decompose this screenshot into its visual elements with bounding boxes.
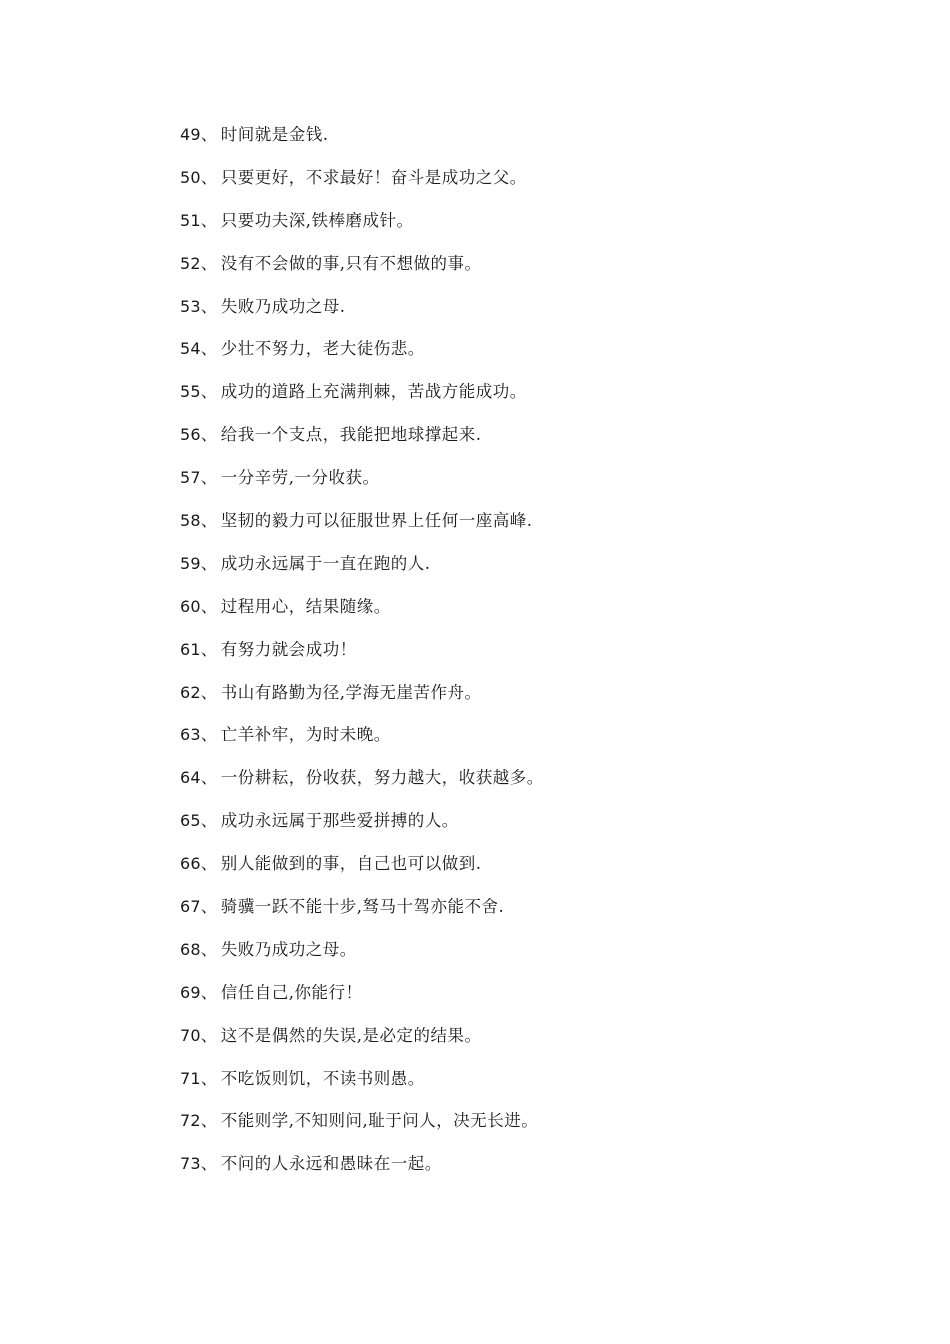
list-item bbox=[180, 209, 544, 252]
quote-list bbox=[180, 123, 544, 1195]
list-item bbox=[180, 809, 544, 852]
list-item bbox=[180, 723, 544, 766]
item-separator: 、 bbox=[200, 596, 218, 616]
list-item bbox=[180, 166, 544, 209]
list-item bbox=[180, 1152, 544, 1195]
item-number: 51 bbox=[180, 210, 201, 230]
item-number: 71 bbox=[180, 1068, 201, 1088]
item-text: 不能则学,不知则问,耻于问人，决无长进。 bbox=[220, 1111, 539, 1131]
item-number: 68 bbox=[180, 939, 201, 959]
item-separator: 、 bbox=[200, 982, 218, 1002]
item-number: 57 bbox=[180, 468, 201, 488]
item-separator: 、 bbox=[200, 725, 218, 745]
list-item bbox=[180, 895, 544, 938]
list-item bbox=[180, 466, 544, 509]
item-separator: 、 bbox=[200, 897, 218, 917]
item-text: 成功永远属于那些爱拼搏的人。 bbox=[220, 811, 459, 831]
item-separator: 、 bbox=[200, 639, 218, 659]
item-text: 一份耕耘，份收获，努力越大，收获越多。 bbox=[220, 768, 544, 788]
item-number: 53 bbox=[180, 296, 201, 316]
item-text: 只要更好，不求最好！奋斗是成功之父。 bbox=[220, 167, 527, 187]
item-separator: 、 bbox=[200, 553, 218, 573]
item-number: 59 bbox=[180, 553, 201, 573]
item-text: 骑骥一跃不能十步,驽马十驾亦能不舍. bbox=[220, 897, 505, 917]
item-separator: 、 bbox=[200, 296, 218, 316]
item-number: 54 bbox=[180, 339, 201, 359]
item-number: 55 bbox=[180, 382, 201, 402]
item-text: 成功永远属于一直在跑的人. bbox=[220, 553, 431, 573]
item-text: 这不是偶然的失误,是必定的结果。 bbox=[220, 1025, 482, 1045]
item-text: 别人能做到的事，自己也可以做到. bbox=[220, 854, 482, 874]
item-separator: 、 bbox=[200, 1154, 218, 1174]
item-text: 成功的道路上充满荆棘，苦战方能成功。 bbox=[220, 382, 527, 402]
item-separator: 、 bbox=[200, 253, 218, 273]
item-separator: 、 bbox=[200, 1068, 218, 1088]
item-text: 时间就是金钱. bbox=[220, 125, 329, 144]
item-text: 信任自己,你能行！ bbox=[220, 982, 363, 1002]
list-item bbox=[180, 552, 544, 595]
item-text: 坚韧的毅力可以征服世界上任何一座高峰. bbox=[220, 511, 533, 531]
item-text: 失败乃成功之母。 bbox=[220, 939, 357, 959]
item-text: 亡羊补牢，为时未晚。 bbox=[220, 725, 391, 745]
list-item bbox=[180, 337, 544, 380]
item-text: 不吃饭则饥，不读书则愚。 bbox=[220, 1068, 425, 1088]
item-separator: 、 bbox=[200, 339, 218, 359]
item-text: 书山有路勤为径,学海无崖苦作舟。 bbox=[220, 682, 482, 702]
item-separator: 、 bbox=[200, 854, 218, 874]
item-separator: 、 bbox=[200, 468, 218, 488]
item-separator: 、 bbox=[200, 1025, 218, 1045]
item-text: 只要功夫深,铁棒磨成针。 bbox=[220, 210, 414, 230]
item-number: 72 bbox=[180, 1111, 201, 1131]
item-number: 66 bbox=[180, 854, 201, 874]
item-separator: 、 bbox=[200, 125, 218, 144]
item-number: 65 bbox=[180, 811, 201, 831]
item-separator: 、 bbox=[200, 939, 218, 959]
item-text: 不问的人永远和愚昧在一起。 bbox=[220, 1154, 442, 1174]
list-item bbox=[180, 380, 544, 423]
item-number: 49 bbox=[180, 125, 201, 144]
item-number: 67 bbox=[180, 897, 201, 917]
item-text: 有努力就会成功！ bbox=[220, 639, 357, 659]
list-item bbox=[180, 509, 544, 552]
list-item bbox=[180, 766, 544, 809]
list-item bbox=[180, 595, 544, 638]
item-separator: 、 bbox=[200, 768, 218, 788]
item-number: 62 bbox=[180, 682, 201, 702]
item-text: 给我一个支点，我能把地球撑起来. bbox=[220, 425, 482, 445]
list-item bbox=[180, 852, 544, 895]
list-item bbox=[180, 638, 544, 681]
list-item bbox=[180, 681, 544, 724]
list-item bbox=[180, 1109, 544, 1152]
list-item bbox=[180, 123, 544, 166]
item-number: 50 bbox=[180, 167, 201, 187]
item-text: 少壮不努力，老大徒伤悲。 bbox=[220, 339, 425, 359]
item-text: 失败乃成功之母. bbox=[220, 296, 346, 316]
item-separator: 、 bbox=[200, 210, 218, 230]
item-text: 过程用心，结果随缘。 bbox=[220, 596, 391, 616]
item-number: 60 bbox=[180, 596, 201, 616]
item-separator: 、 bbox=[200, 682, 218, 702]
item-number: 63 bbox=[180, 725, 201, 745]
item-separator: 、 bbox=[200, 167, 218, 187]
item-number: 73 bbox=[180, 1154, 201, 1174]
item-separator: 、 bbox=[200, 811, 218, 831]
item-separator: 、 bbox=[200, 511, 218, 531]
list-item bbox=[180, 295, 544, 338]
item-number: 70 bbox=[180, 1025, 201, 1045]
item-number: 61 bbox=[180, 639, 201, 659]
list-item bbox=[180, 1024, 544, 1067]
list-item bbox=[180, 252, 544, 295]
item-number: 52 bbox=[180, 253, 201, 273]
item-number: 69 bbox=[180, 982, 201, 1002]
list-item bbox=[180, 938, 544, 981]
list-item bbox=[180, 1067, 544, 1110]
item-text: 没有不会做的事,只有不想做的事。 bbox=[220, 253, 482, 273]
list-item bbox=[180, 981, 544, 1024]
item-number: 56 bbox=[180, 425, 201, 445]
item-number: 58 bbox=[180, 511, 201, 531]
list-item bbox=[180, 423, 544, 466]
item-separator: 、 bbox=[200, 425, 218, 445]
item-separator: 、 bbox=[200, 382, 218, 402]
item-number: 64 bbox=[180, 768, 201, 788]
item-separator: 、 bbox=[200, 1111, 218, 1131]
item-text: 一分辛劳,一分收获。 bbox=[220, 468, 380, 488]
